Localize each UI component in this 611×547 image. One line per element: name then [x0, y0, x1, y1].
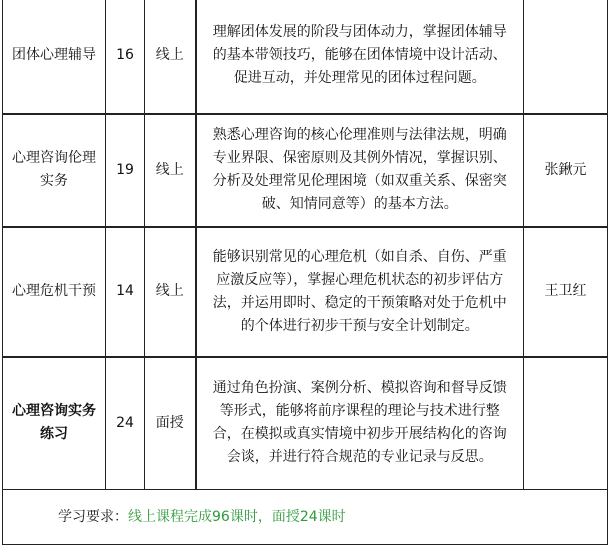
- course-mode: 面授: [145, 357, 196, 490]
- course-name: 团体心理辅导: [3, 0, 106, 114]
- course-teacher: 王卫红: [524, 227, 608, 357]
- course-teacher: 张鍬元: [524, 114, 608, 227]
- table-row: [3, 114, 608, 227]
- course-hours: 24: [106, 357, 145, 490]
- course-hours: 16: [106, 0, 145, 114]
- course-mode: 线上: [145, 227, 196, 357]
- table-row: [3, 227, 608, 357]
- course-description: 能够识别常见的心理危机（如自杀、自伤、严重应激反应等），掌握心理危机状态的初步评估方法，并运用即时、稳定的干预策略对处于危机中的个体进行初步干预与安全计划制定。: [196, 227, 524, 357]
- course-teacher: [524, 357, 608, 490]
- course-name: 心理危机干预: [3, 227, 106, 357]
- course-mode: 线上: [145, 114, 196, 227]
- course-hours: 14: [106, 227, 145, 357]
- requirement-row: [3, 490, 608, 545]
- course-name: 心理咨询伦理实务: [3, 114, 106, 227]
- table-row: [3, 0, 608, 114]
- course-teacher: [524, 0, 608, 114]
- course-hours: 19: [106, 114, 145, 227]
- table-row: [3, 357, 608, 490]
- requirement-label: 学习要求：: [58, 508, 128, 525]
- course-description: 通过角色扮演、案例分析、模拟咨询和督导反馈等形式，能够将前序课程的理论与技术进行整合，在模拟或真实情境中初步开展结构化的咨询会谈，并进行符合规范的专业记录与反思。: [196, 357, 524, 490]
- course-name: 心理咨询实务练习: [3, 357, 106, 490]
- requirement-value: 线上课程完成96课时，面授24课时: [128, 508, 346, 525]
- course-table: [2, 0, 608, 545]
- course-description: 理解团体发展的阶段与团体动力，掌握团体辅导的基本带领技巧，能够在团体情境中设计活动、促进互动，并处理常见的团体过程问题。: [196, 0, 524, 114]
- course-description: 熟悉心理咨询的核心伦理准则与法律法规，明确专业界限、保密原则及其例外情况，掌握识别、分析及处理常见伦理困境（如双重关系、保密突破、知情同意等）的基本方法。: [196, 114, 524, 227]
- course-mode: 线上: [145, 0, 196, 114]
- requirement-cell: [3, 490, 608, 545]
